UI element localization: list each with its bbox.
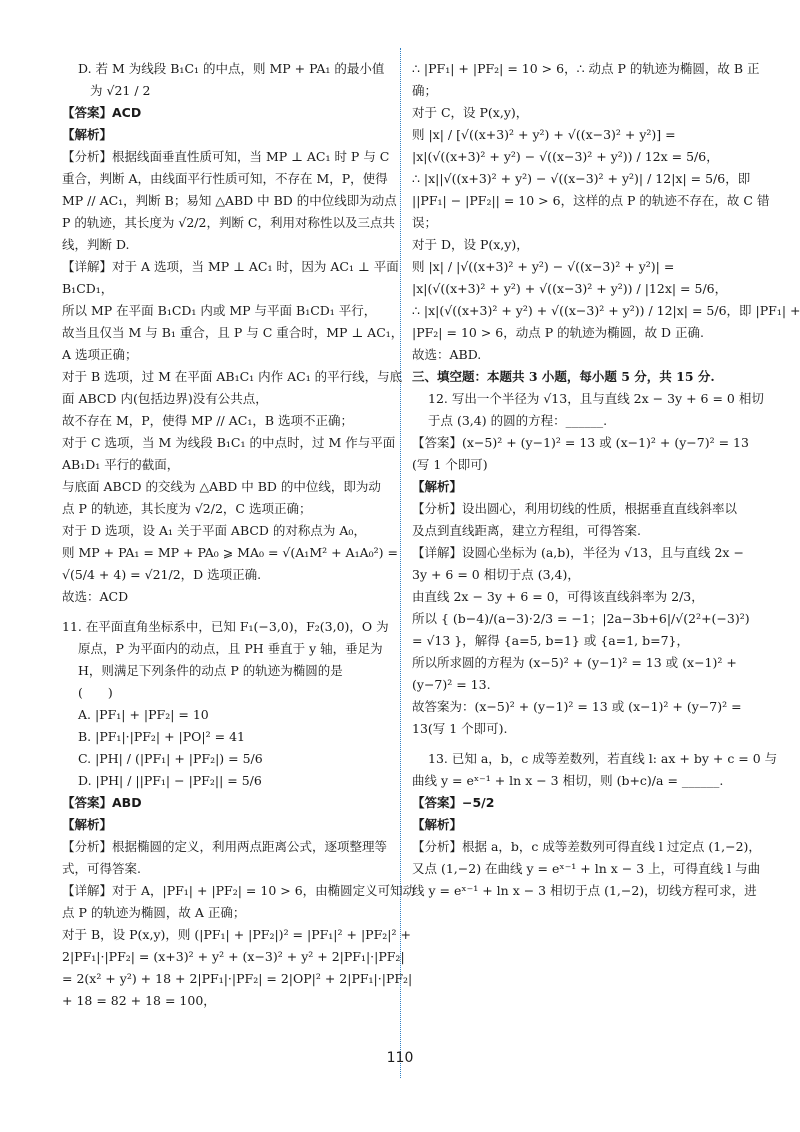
text-line: 为 √21 / 2 (90, 83, 151, 98)
text-line: 【分析】根据线面垂直性质可知，当 MP ⊥ AC₁ 时 P 与 C (62, 149, 390, 164)
text-line: B₁CD₁， (62, 281, 114, 296)
text-line: 则 |x| / [√((x+3)² + y²) + √((x−3)² + y²)] = (412, 127, 676, 142)
text-line: 点 P 的轨迹为椭圆，故 A 正确； (62, 905, 246, 920)
text-line: MP // AC₁，判断 B；易知 △ABD 中 BD 的中位线即为动点 (62, 193, 397, 208)
text-line: 故不存在 M，P，使得 MP // AC₁，B 选项不正确； (62, 413, 353, 428)
text-line: = 2(x² + y²) + 18 + 2|PF₁|·|PF₂| = 2|OP|² + 2|PF₁|·|PF₂| (62, 971, 413, 986)
text-line: 所以 { (b−4)/(a−3)·2/3 = −1；|2a−3b+6|/√(2²+(−3)²) = √13 }，解得 {a=5, b=1} 或 {a=1, b=7}， (412, 611, 750, 648)
option-a: A. |PF₁| + |PF₂| = 10 (78, 707, 209, 722)
text-line: 【详解】对于 A，|PF₁| + |PF₂| = 10 > 6，由椭圆定义可知动 (62, 883, 416, 898)
text-line: 【分析】设出圆心，利用切线的性质，根据垂直直线斜率以 (412, 501, 738, 516)
text-line: P 的轨迹，其长度为 √2/2，判断 C，利用对称性以及三点共 (62, 215, 395, 230)
answer-label: 【答案】−5/2 (412, 795, 495, 810)
text-line: 于点 (3,4) 的圆的方程：______. (428, 413, 608, 428)
text-line: |PF₂| = 10 > 6，动点 P 的轨迹为椭圆，故 D 正确. (412, 325, 705, 340)
analysis-label: 【解析】 (412, 479, 463, 494)
question-12-title: 12. 写出一个半径为 √13，且与直线 2x − 3y + 6 = 0 相切 (428, 391, 764, 406)
analysis-label: 【解析】 (412, 817, 463, 832)
text-line: ( ) (78, 685, 113, 700)
text-line: 曲线 y = eˣ⁻¹ + ln x − 3 相切，则 (b+c)/a = ______. (412, 773, 724, 788)
text-line: 面 ABCD 内(包括边界)没有公共点， (62, 391, 268, 406)
text-line: 故答案为：(x−5)² + (y−1)² = 13 或 (x−1)² + (y−7)² = (412, 699, 742, 714)
question-13-title: 13. 已知 a，b，c 成等差数列，若直线 l: ax + by + c = 0 与 (428, 751, 778, 766)
question-11-title: 11. 在平面直角坐标系中，已知 F₁(−3,0)，F₂(3,0)，O 为 (62, 619, 389, 634)
analysis-label: 【解析】 (62, 817, 113, 832)
option-b: B. |PF₁|·|PF₂| + |PO|² = 41 (78, 729, 245, 744)
answer-line: 【答案】(x−5)² + (y−1)² = 13 或 (x−1)² + (y−7)² = 13 (412, 435, 749, 450)
text-line: 【详解】对于 A 选项，当 MP ⊥ AC₁ 时，因为 AC₁ ⊥ 平面 (62, 259, 399, 274)
text-line: 【详解】设圆心坐标为 (a,b)，半径为 √13，且与直线 2x − (412, 545, 744, 560)
option-d: D. |PH| / ||PF₁| − |PF₂|| = 5/6 (78, 773, 262, 788)
text-line: 2|PF₁|·|PF₂| = (x+3)² + y² + (x−3)² + y² + 2|PF₁|·|PF₂| (62, 949, 405, 964)
text-line: A 选项正确； (62, 347, 138, 362)
text-line: 则 |x| / |√((x+3)² + y²) − √((x−3)² + y²)| = (412, 259, 675, 274)
text-line: 线，判断 D. (62, 237, 130, 252)
text-line: 故当且仅当 M 与 B₁ 重合，且 P 与 C 重合时，MP ⊥ AC₁， (62, 325, 404, 340)
text-line: 对于 C，设 P(x,y)， (412, 105, 529, 120)
text-line: ∴ |PF₁| + |PF₂| = 10 > 6，∴ 动点 P 的轨迹为椭圆，故 B 正 (412, 61, 760, 76)
answer-label: 【答案】ACD (62, 105, 142, 120)
text-line: 【分析】根据 a，b，c 成等差数列可得直线 l 过定点 (1,−2)， (412, 839, 761, 854)
page-number: 110 (386, 1050, 414, 1066)
text-line: 对于 B，设 P(x,y)，则 (|PF₁| + |PF₂|)² = |PF₁|² + |PF₂|² + (62, 927, 411, 942)
text-line: 由直线 2x − 3y + 6 = 0，可得该直线斜率为 2/3， (412, 589, 704, 604)
text-line: √(5/4 + 4) = √21/2，D 选项正确. (62, 567, 262, 582)
text-line: H，则满足下列条件的动点 P 的轨迹为椭圆的是 (78, 663, 343, 678)
text-line: + 18 = 82 + 18 = 100， (62, 993, 216, 1008)
column-divider (400, 48, 401, 1078)
text-line: 所以所求圆的方程为 (x−5)² + (y−1)² = 13 或 (x−1)² + (412, 655, 737, 670)
text-line: 误； (412, 215, 438, 230)
text-line: |x|(√((x+3)² + y²) + √((x−3)² + y²)) / |12x| = 5/6， (412, 281, 728, 296)
text-line: (写 1 个即可) (412, 457, 488, 472)
text-line: AB₁D₁ 平行的截面， (62, 457, 180, 472)
text-line: ||PF₁| − |PF₂|| = 10 > 6，这样的点 P 的轨迹不存在，故 C 错 (412, 193, 770, 208)
text-line: 及点到直线距离，建立方程组，可得答案. (412, 523, 641, 538)
text-line: 故选：ACD (62, 589, 129, 604)
text-line: 又点 (1,−2) 在曲线 y = eˣ⁻¹ + ln x − 3 上，可得直线 l 与曲 (412, 861, 761, 876)
left-column (62, 58, 416, 1012)
text-line: 13(写 1 个即可). (412, 721, 508, 736)
text-line: 对于 D，设 P(x,y)， (412, 237, 529, 252)
right-column (412, 58, 800, 902)
text-line: 原点，P 为平面内的动点，且 PH 垂直于 y 轴，垂足为 (78, 641, 383, 656)
text-line: 对于 D 选项，设 A₁ 关于平面 ABCD 的对称点为 A₀， (62, 523, 366, 538)
text-line: 对于 C 选项，当 M 为线段 B₁C₁ 的中点时，过 M 作与平面 (62, 435, 396, 450)
text-line: 式，可得答案. (62, 861, 141, 876)
text-line: 点 P 的轨迹，其长度为 √2/2，C 选项正确； (62, 501, 312, 516)
answer-label: 【答案】ABD (62, 795, 142, 810)
section-heading: 三、填空题：本题共 3 小题，每小题 5 分，共 15 分. (412, 369, 715, 384)
text-line: 重合，判断 A，由线面平行性质可知，不存在 M，P，使得 (62, 171, 388, 186)
text-line: |x|(√((x+3)² + y²) − √((x−3)² + y²)) / 12x = 5/6， (412, 149, 719, 164)
text-line: 确； (412, 83, 438, 98)
option-c: C. |PH| / (|PF₁| + |PF₂|) = 5/6 (78, 751, 263, 766)
text-line: 对于 B 选项，过 M 在平面 AB₁C₁ 内作 AC₁ 的平行线，与底 (62, 369, 403, 384)
text-line: 与底面 ABCD 的交线为 △ABD 中 BD 的中位线，即为动 (62, 479, 381, 494)
analysis-label: 【解析】 (62, 127, 113, 142)
text-line: 3y + 6 = 0 相切于点 (3,4)， (412, 567, 580, 582)
text-line: ∴ |x||√((x+3)² + y²) − √((x−3)² + y²)| / 12|x| = 5/6，即 (412, 171, 751, 186)
text-line: D. 若 M 为线段 B₁C₁ 的中点，则 MP + PA₁ 的最小值 (78, 61, 385, 76)
text-line: 【分析】根据椭圆的定义，利用两点距离公式，逐项整理等 (62, 839, 388, 854)
text-line: ∴ |x|(√((x+3)² + y²) + √((x−3)² + y²)) / 12|x| = 5/6，即 |PF₁| + (412, 303, 800, 318)
text-line: 则 MP + PA₁ = MP + PA₀ ⩾ MA₀ = √(A₁M² + A₁A₀²) = (62, 545, 398, 560)
text-line: 线 y = eˣ⁻¹ + ln x − 3 相切于点 (1,−2)，切线方程可求，进 (412, 883, 757, 898)
text-line: 所以 MP 在平面 B₁CD₁ 内或 MP 与平面 B₁CD₁ 平行， (62, 303, 377, 318)
text-line: (y−7)² = 13. (412, 677, 491, 692)
text-line: 故选：ABD. (412, 347, 482, 362)
